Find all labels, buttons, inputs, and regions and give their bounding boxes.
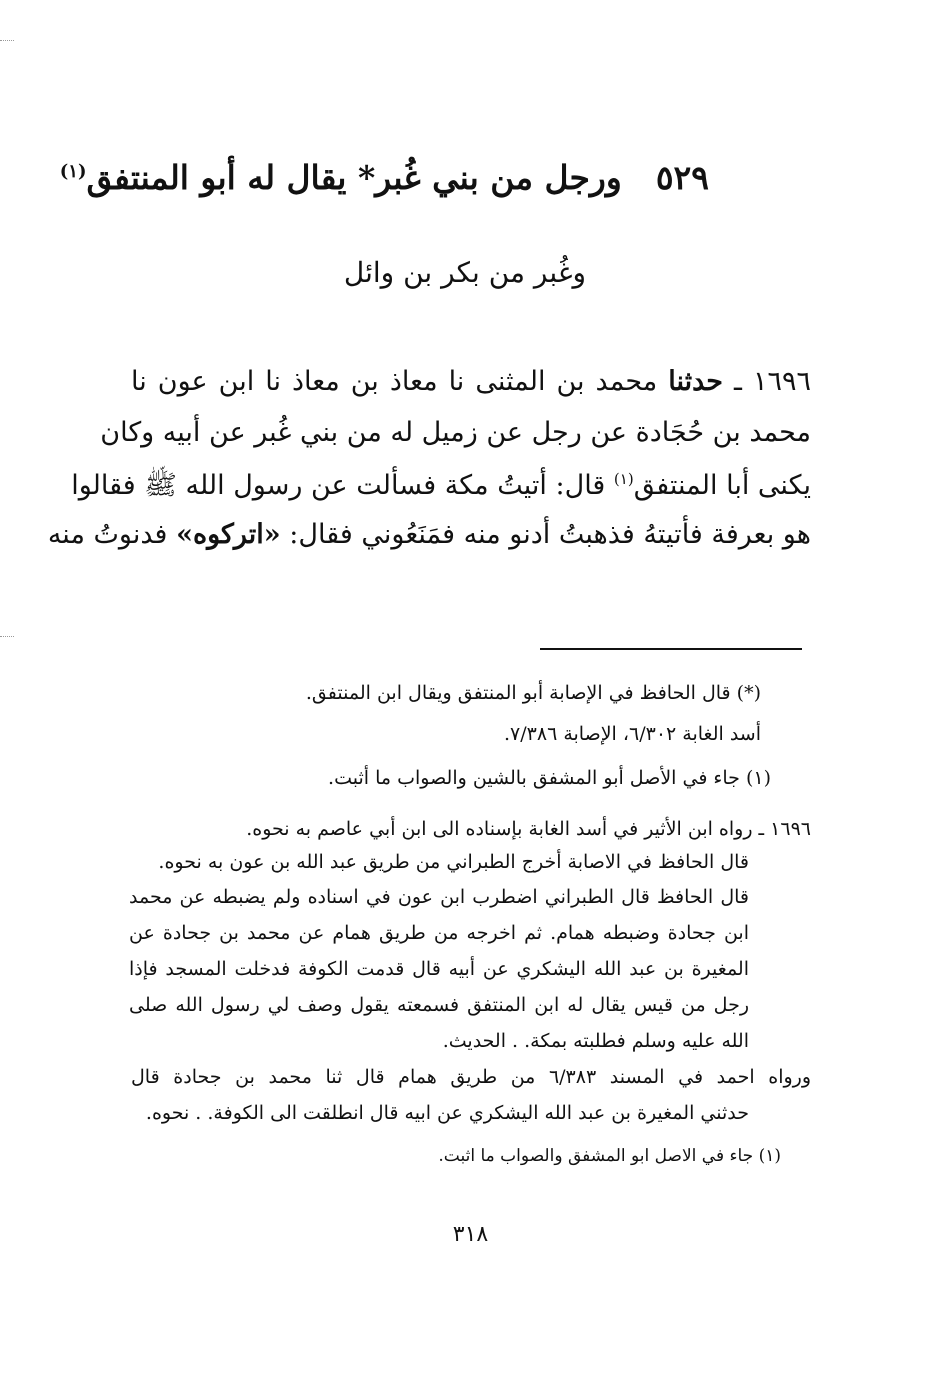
chapter-subheading: وغُبر من بكر بن وائل [343,256,586,289]
chapter-number: ٥٢٩ [655,158,709,197]
takhrij-line: رجل من قيس يقال له ابن المنتفق فسمعته يقول وصف لي رسول الله صلى [129,994,749,1016]
chapter-heading [59,158,709,197]
footnote-marker: (١) [59,161,87,182]
scan-edge-mark [0,636,14,637]
footnote-separator [540,648,802,650]
page-number: ٣١٨ [452,1222,489,1247]
footnote-1: (١) جاء في الأصل أبو المشفق بالشين والصواب ما أثبت. [328,767,771,789]
takhrij-line: قال الحافظ في الاصابة أخرج الطبراني من طريق عبد الله بن عون به نحوه. [158,851,749,873]
hadith-text: هو بعرفة فأتيتهُ فذهبتُ أدنو منه فمَنَعُوني فقال: [289,519,811,550]
hadith-line-3 [71,468,811,508]
hadith-quote: «اتركوه» [176,519,281,550]
hadith-text: فدنوتُ منه [47,519,168,550]
takhrij-line: المغيرة بن عبد الله اليشكري عن أبيه قال قدمت الكوفة فدخلت المسجد فإذا [129,958,749,980]
hadith-line-4 [47,519,811,550]
footnote-marker: (١) [613,470,634,488]
takhrij-line: ١٦٩٦ ـ رواه ابن الأثير في أسد الغابة بإسناده الى ابن أبي عاصم به نحوه. [246,818,811,840]
hadith-line-2: محمد بن حُجَادة عن رجل عن زميل له من بني غُبر عن أبيه وكان [100,417,811,448]
hadith-text: قال: أتيتُ مكة فسألت عن رسول الله ﷺ فقالوا [71,470,606,501]
takhrij-line: ابن جحادة وضبطه همام. ثم اخرجه من طريق همام عن محمد بن جحادة عن [129,922,749,944]
footnote-star-refs: أسد الغابة ٦/٣٠٢، الإصابة ٧/٣٨٦. [504,723,761,745]
footnote-star: (*) قال الحافظ في الإصابة أبو المنتفق ويقال ابن المنتفق. [305,682,761,704]
takhrij-line: الله عليه وسلم فطلبته بمكة. . الحديث. [442,1030,749,1052]
hadith-text: محمد بن المثنى نا معاذ بن معاذ نا ابن عون نا [131,366,658,397]
hadith-number: ١٦٩٦ ـ [734,366,811,397]
takhrij-line: قال الحافظ قال الطبراني اضطرب ابن عون في اسناده ولم يضبطه عن محمد [129,886,749,908]
takhrij-line: ورواه احمد في المسند ٦/٣٨٣ من طريق همام قال ثنا محمد بن جحادة قال [131,1066,811,1088]
hadith-lead-word: حدثنا [668,366,724,397]
takhrij-line: حدثني المغيرة بن عبد الله اليشكري عن ابيه قال انطلقت الى الكوفة. . نحوه. [145,1102,749,1124]
scan-edge-mark [0,40,14,41]
hadith-line-1 [131,366,811,397]
hadith-text: يكنى أبا المنتفق [633,470,811,501]
chapter-title: ورجل من بني غُبر* يقال له أبو المنتفق [86,158,622,197]
footnote-1-b: (١) جاء في الاصل ابو المشفق والصواب ما اثبت. [438,1146,781,1166]
